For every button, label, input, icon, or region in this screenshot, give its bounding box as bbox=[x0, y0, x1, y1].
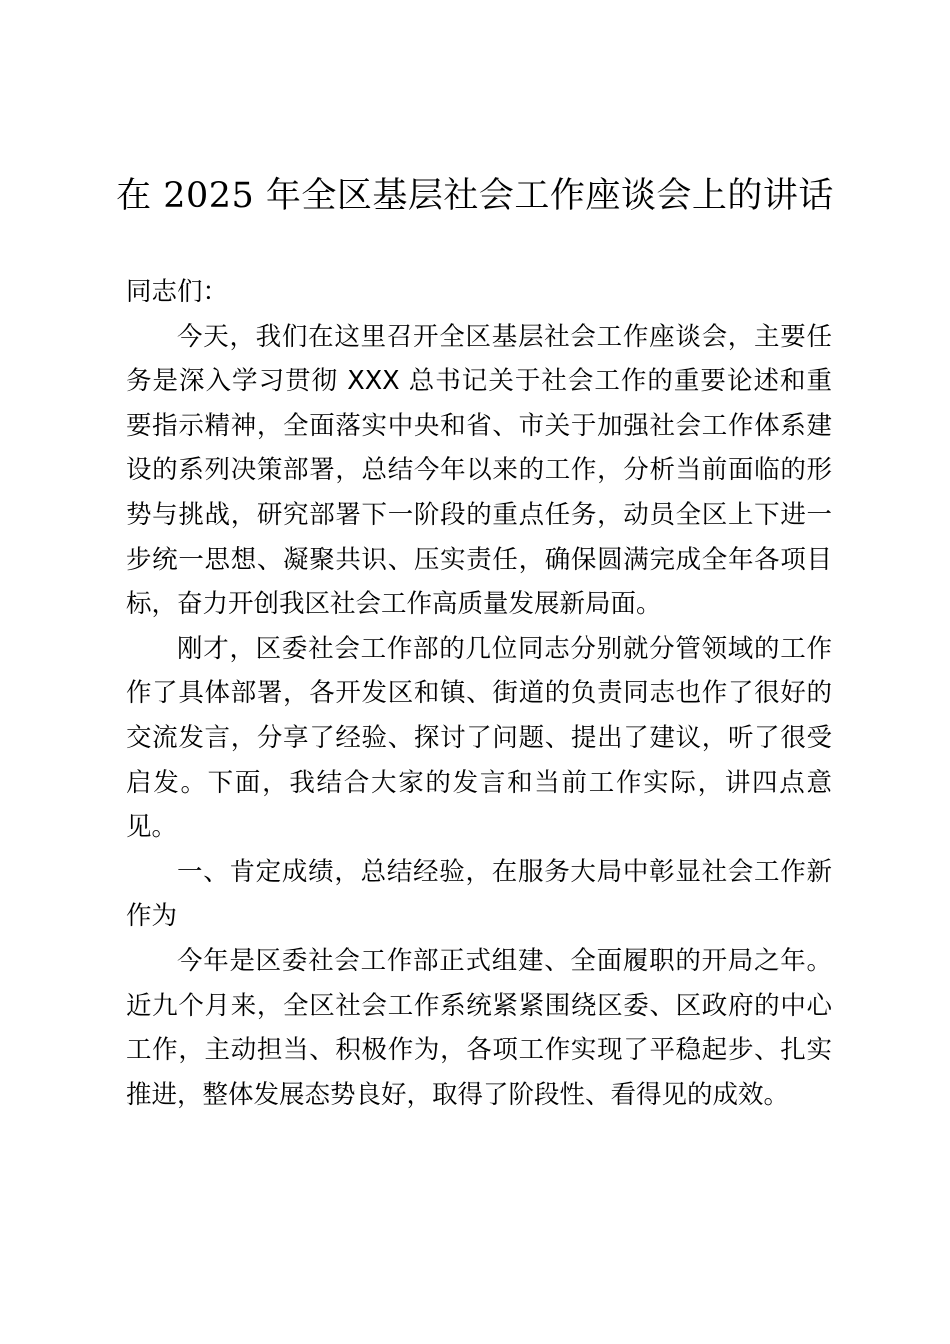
section-heading: 一、肯定成绩，总结经验，在服务大局中彰显社会工作新作为 bbox=[126, 856, 832, 932]
document-title: 在 2025 年全区基层社会工作座谈会上的讲话 bbox=[116, 176, 834, 216]
salutation: 同志们： bbox=[126, 277, 229, 307]
document-body bbox=[126, 270, 832, 1117]
paragraph-remarks: 刚才，区委社会工作部的几位同志分别就分管领域的工作作了具体部署，各开发区和镇、街道的负责同志也作了很好的交流发言，分享了经验、探讨了问题、提出了建议，听了很受启发。下面，我结合大家的发言和当前工作实际，讲四点意见。 bbox=[126, 633, 832, 843]
section-paragraph: 今年是区委社会工作部正式组建、全面履职的开局之年。近九个月来，全区社会工作系统紧紧围绕区委、区政府的中心工作，主动担当、积极作为，各项工作实现了平稳起步、扎实推进，整体发展态势良好，取得了阶段性、看得见的成效。 bbox=[126, 945, 832, 1110]
paragraph-intro: 今天，我们在这里召开全区基层社会工作座谈会，主要任务是深入学习贯彻 XXX 总书记关于社会工作的重要论述和重要指示精神，全面落实中央和省、市关于加强社会工作体系建设的系列决策部署，总结今年以来的工作，分析当前面临的形势与挑战，研究部署下一阶段的重点任务，动员全区上下进一步统一思想、凝聚共识、压实责任，确保圆满完成全年各项目标，奋力开创我区社会工作高质量发展新局面。 bbox=[126, 321, 832, 620]
